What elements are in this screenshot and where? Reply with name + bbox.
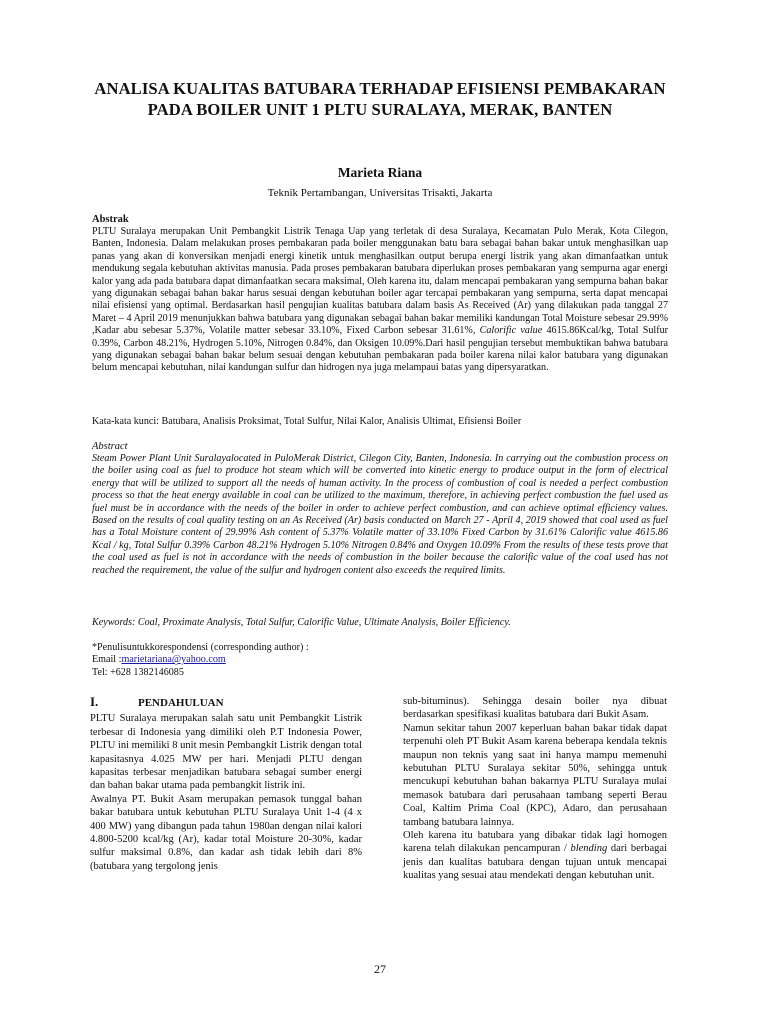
abstract-english-heading: Abstract bbox=[92, 441, 128, 452]
keywords-indonesian: Kata-kata kunci: Batubara, Analisis Proksimat, Total Sulfur, Nilai Kalor, Analisis Ultimat, Efisiensi Boiler bbox=[92, 416, 522, 427]
left-paragraph-1: PLTU Suralaya merupakan salah satu unit Pembangkit Listrik terbesar di Indonesia yang dimiliki oleh P.T Indonesia Power, PLTU ini memiliki 8 unit mesin Pembangkit Listrik dengan total kapasitasnya 4.025 MW per hari. Menjadi PLTU dengan kapasitas terbesar menjadikan batubara sebagai sumber energi dan bahan bakar utama pada pembangkit listrik ini. bbox=[90, 713, 362, 792]
page-number: 27 bbox=[374, 962, 386, 976]
abstract-id-calorific: Calorific value bbox=[479, 325, 543, 337]
email-line bbox=[92, 654, 668, 666]
left-column bbox=[90, 695, 362, 873]
email-link[interactable]: marietariana@yahoo.com bbox=[121, 654, 226, 666]
correspondence-note: *Penulisuntukkorespondensi (corresponding author) : bbox=[92, 642, 309, 653]
right-paragraph-1: sub-bituminus). Sehingga desain boiler nya dibuat berdasarkan spesifikasi kualitas batubara dari Bukit Asam. bbox=[403, 696, 667, 721]
right-p3-blending: blending bbox=[570, 843, 608, 855]
abstract-indonesian bbox=[92, 226, 668, 375]
paper-page bbox=[90, 0, 670, 1024]
correspondence-block bbox=[92, 642, 668, 679]
paper-title: ANALISA KUALITAS BATUBARA TERHADAP EFISIENSI PEMBAKARAN PADA BOILER UNIT 1 PLTU SURALAYA, MERAK, BANTEN bbox=[94, 79, 666, 119]
section-heading bbox=[90, 695, 362, 710]
abstract-id-part2: 4615.86Kcal/kg, Total Sulfur 0.39%, Carbon 48.21%, Hydrogen 5.10%, Nitrogen 0.84%, dan Oksigen 10.09%.Dari hasil pengujian tersebut membuktikan bahwa batubara yang digunakan sebagai bahan bakar belum sesuai dengan kebutuhan pembakaran pada boiler karena nilai kalor batubara yang digunakan belum mencapai kebutuhan, nilai kandungan sulfur dan hidrogen nya juga melampaui batas yang dipersyaratkan. bbox=[92, 325, 668, 374]
keywords-english: Keywords: Coal, Proximate Analysis, Total Sulfur, Calorific Value, Ultimate Analysis, Boiler Efficiency. bbox=[92, 617, 511, 628]
right-p3-part1: Oleh karena itu batubara yang dibakar tidak lagi homogen karena telah dilakukan pencampuran / bbox=[403, 830, 667, 855]
right-paragraph-2: Namun sekitar tahun 2007 keperluan bahan bakar tidak dapat terpenuhi oleh PT Bukit Asam karena beberapa kendala teknis maupun non teknis yang saat ini hanya mampu memenuhi kebutuhan PLTU Suralaya sekitar 50%, sehingga untuk mencukupi kebutuhan bahan bakarnya PLTU Suralaya mulai memasok batubara dari perusahaan tambang seperti Berau Coal, Kaltim Prima Coal (KPC), Adaro, dan perusahaan tambang batubara lainnya. bbox=[403, 722, 667, 828]
left-paragraph-2: Awalnya PT. Bukit Asam merupakan pemasok tunggal bahan bakar batubara untuk kebutuhan PLTU Suralaya Unit 1-4 (4 x 400 MW) yang dibangun pada tahun 1980an dengan nilai kalori 4.800-5200 kcal/kg (Ar), kadar total Moisture 20-30%, kadar sulfur maksimal 0.8%, dan kadar ash tidak lebih dari 8% (batubara yang tergolong jenis bbox=[90, 793, 362, 872]
section-title: PENDAHULUAN bbox=[138, 697, 224, 709]
section-number: I. bbox=[90, 694, 99, 709]
right-p3-part2: dari berbagai jenis dan kualitas batubara dengan tujuan untuk mencapai kualitas yang sesuai atau mendekati dengan kebutuhan unit. bbox=[403, 843, 667, 882]
right-column bbox=[403, 695, 667, 883]
abstract-english: Steam Power Plant Unit Suralayalocated in PuloMerak District, Cilegon City, Banten, Indonesia. In carrying out the combustion process on the boiler using coal as fuel to produce hot steam which will be converted into kinetic energy to produce output in the form of electrical energy that will be utilized to support all the needs of human activity. In the process of combustion of coal is needed a perfect combustion process so that the heat energy available in coal can be utilized to the maximum, therefore, in achieving perfect combustion the fuel used as fuel must be in accordance with the needs of the boiler in order to achieve perfect combustion, and can achieve optimal efficiency values. Based on the results of coal quality testing on an As Received (Ar) basis conducted on March 27 - April 4, 2019 showed that coal used as fuel has a Total Moisture content of 29.99% Ash content of 5.37% Volatile matter of 33.10% Fixed Carbon by 31.61% Calorific value 4615.86 Kcal / kg, Total Sulfur 0.39% Carbon 48.21% Hydrogen 5.10% Nitrogen 0.84% and Oxygen 10.09% From the results of these tests prove that the coal used as fuel is not in accordance with the needs of combustion in the boiler because the calorific value of the coal used has not reached the requirement, the value of the sulfur and hydrogen content also exceeds the required limits. bbox=[92, 453, 668, 576]
abstract-id-part1: PLTU Suralaya merupakan Unit Pembangkit Listrik Tenaga Uap yang terletak di desa Suralaya, Kecamatan Pulo Merak, Kota Cilegon, Banten, Indonesia. Dalam melakukan proses pembakaran pada boiler menggunakan batu bara sebagai bahan bakar untuk menghasilkan uap panas yang akan di konversikan menjadi energi kinetik untuk menghasilkan output berupa energi listrik yang akan dimanfaatkan untuk mendukung segala kebutuhan aktivitas manusia. Pada proses pembakaran batubara diperlukan proses pembakaran yang sempurna agar energi kalor yang ada pada batubara dapat dimanfaatkan secara maksimal, Oleh karena itu, dalam mencapai pembakaran yang sempurna bahan bakar yang digunakan sebagai bahan bakar harus sesuai dengan kebutuhan boiler agar tercapai pembakaran yang sempurna, serta dapat mencapai nilai efisiensi yang optimal. Berdasarkan hasil pengujian kualitas batubara dalam basis As Received (Ar) yang dilakukan pada tanggal 27 Maret – 4 April 2019 menunjukkan bahwa batubara yang digunakan sebagai bahan bakar memiliki kandungan Total Moisture sebesar 29.99% ,Kadar abu sebesar 5.37%, Volatile matter sebesar 33.10%, Fixed Carbon sebesar 31.61%, bbox=[92, 226, 668, 337]
telephone-line: Tel: +628 1382146085 bbox=[92, 666, 184, 678]
email-label: Email : bbox=[92, 654, 122, 666]
affiliation: Teknik Pertambangan, Universitas Trisakti, Jakarta bbox=[267, 187, 493, 199]
right-paragraph-3 bbox=[403, 829, 667, 883]
author-name: Marieta Riana bbox=[337, 165, 423, 180]
abstract-heading: Abstrak bbox=[92, 214, 129, 225]
